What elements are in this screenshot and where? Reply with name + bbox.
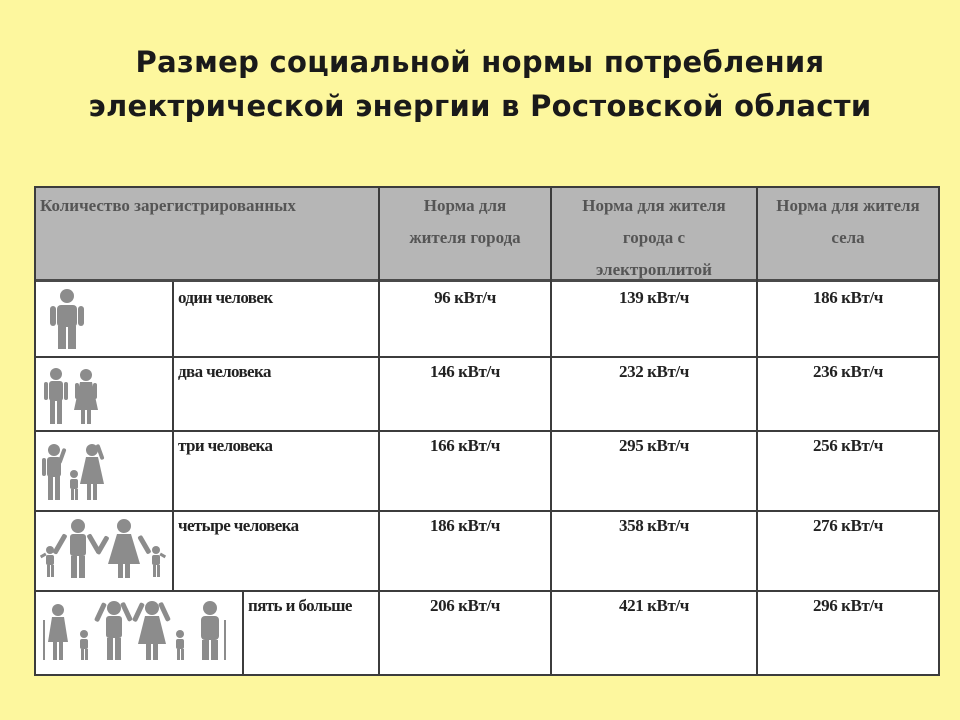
row-3-village: 256 кВт/ч [813,436,883,455]
row-3-label: три человека [178,436,273,455]
grid-hline [36,590,938,592]
header-count [36,188,380,279]
three-people-icon [40,440,110,502]
header-city [380,188,550,279]
row-5-village: 296 кВт/ч [813,596,883,615]
header-village-line-2: села [831,228,865,247]
header-city-stove-line-2: города с [622,228,686,247]
grid-vline [242,590,244,674]
five-people-icon [40,598,240,664]
row-5-label: пять и больше [248,596,352,615]
row-4-label: четыре человека [178,516,299,535]
row-4-village: 276 кВт/ч [813,516,883,535]
header-city-stove [552,188,756,279]
row-4-city: 186 кВт/ч [430,516,500,535]
title-line-2: электрической энергии в Ростовской области [88,89,872,123]
row-4-city-stove: 358 кВт/ч [619,516,689,535]
row-1-city: 96 кВт/ч [434,288,496,307]
grid-hline [36,510,938,512]
table-header [36,188,938,282]
row-2-city-stove: 232 кВт/ч [619,362,689,381]
header-city-line-2: жителя города [409,228,521,247]
row-2-village: 236 кВт/ч [813,362,883,381]
grid-hline [36,430,938,432]
header-village [758,188,938,279]
header-count-text: Количество зарегистрированных [40,196,296,215]
header-city-stove-line-1: Норма для жителя [582,196,726,215]
row-3-city-stove: 295 кВт/ч [619,436,689,455]
header-city-line-1: Норма для [423,196,507,215]
page-title [0,40,960,128]
header-village-line-1: Норма для жителя [776,196,920,215]
two-people-icon [40,366,106,426]
row-1-village: 186 кВт/ч [813,288,883,307]
row-2-label: два человека [178,362,271,381]
row-1-city-stove: 139 кВт/ч [619,288,689,307]
row-2-city: 146 кВт/ч [430,362,500,381]
grid-vline [172,282,174,590]
row-3-city: 166 кВт/ч [430,436,500,455]
header-city-stove-line-3: электроплитой [596,260,712,279]
title-line-1: Размер социальной нормы потребления [135,45,825,79]
four-people-icon [40,518,168,580]
row-5-city-stove: 421 кВт/ч [619,596,689,615]
row-5-city: 206 кВт/ч [430,596,500,615]
one-person-icon [42,288,92,350]
grid-hline [36,356,938,358]
norms-table [34,186,940,676]
row-1-label: один человек [178,288,273,307]
